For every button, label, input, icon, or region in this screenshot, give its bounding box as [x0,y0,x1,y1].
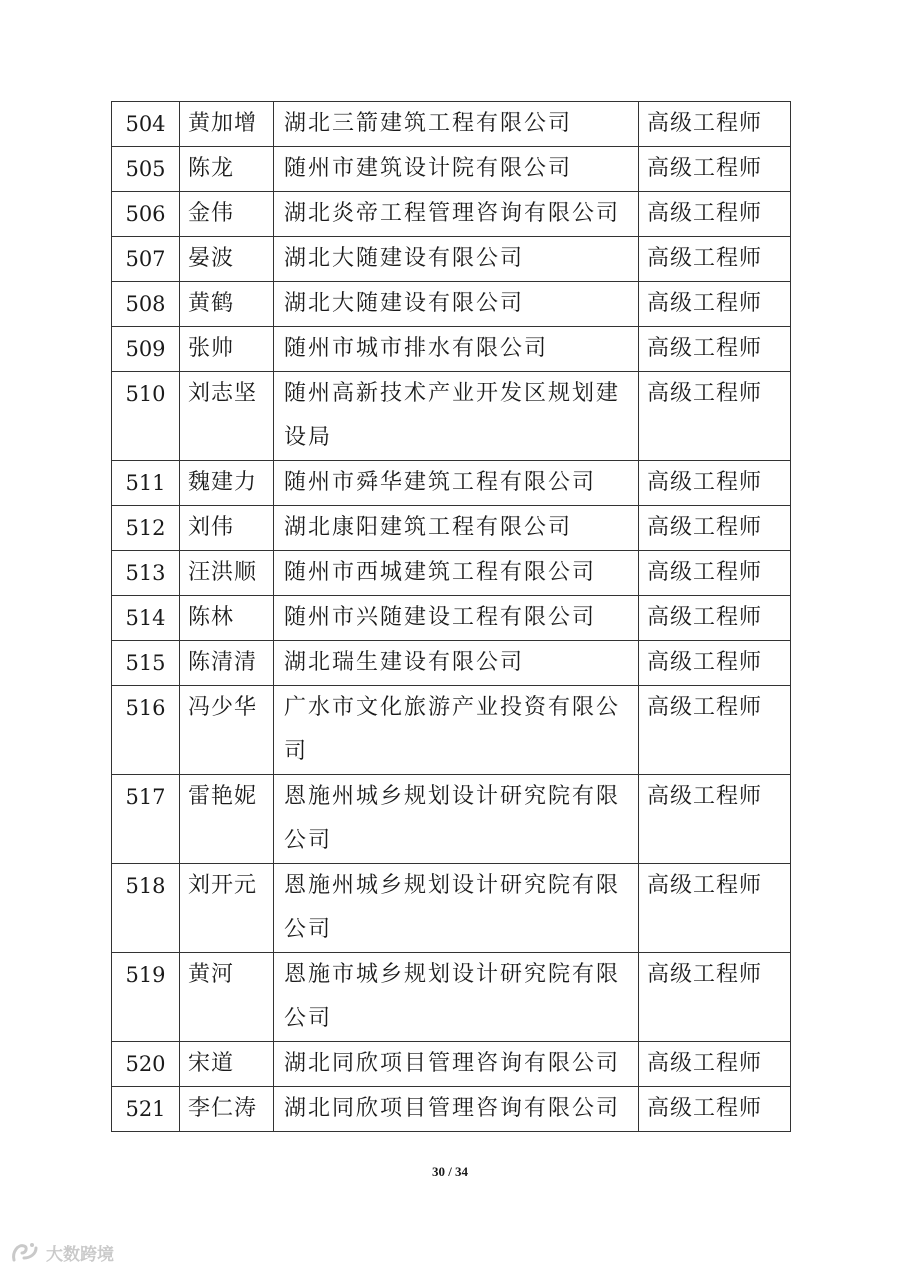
row-number: 506 [112,192,180,237]
row-number: 505 [112,147,180,192]
table-row [112,1042,791,1087]
employer-name: 湖北同欣项目管理咨询有限公司 [274,1042,639,1087]
table-row [112,596,791,641]
table-row [112,551,791,596]
person-name: 李仁涛 [180,1087,274,1132]
employer-name: 广水市文化旅游产业投资有限公司 [274,686,639,775]
professional-title: 高级工程师 [639,102,791,147]
employer-name: 湖北康阳建筑工程有限公司 [274,506,639,551]
watermark-text: 大数跨境 [46,1244,114,1265]
row-number: 518 [112,864,180,953]
person-name: 宋道 [180,1042,274,1087]
professional-title: 高级工程师 [639,192,791,237]
professional-title: 高级工程师 [639,1087,791,1132]
employer-name: 随州市舜华建筑工程有限公司 [274,461,639,506]
professional-title: 高级工程师 [639,953,791,1042]
professional-title: 高级工程师 [639,282,791,327]
person-name: 刘志坚 [180,372,274,461]
person-name: 金伟 [180,192,274,237]
table-row [112,237,791,282]
person-name: 汪洪顺 [180,551,274,596]
table-row [112,953,791,1042]
person-name: 陈龙 [180,147,274,192]
professional-title: 高级工程师 [639,372,791,461]
person-name: 魏建力 [180,461,274,506]
person-name: 黄加增 [180,102,274,147]
professional-title: 高级工程师 [639,686,791,775]
professional-title: 高级工程师 [639,641,791,686]
employer-name: 恩施州城乡规划设计研究院有限公司 [274,775,639,864]
roster-table-body [112,102,791,1132]
row-number: 511 [112,461,180,506]
table-row [112,102,791,147]
table-row [112,864,791,953]
person-name: 张帅 [180,327,274,372]
professional-title: 高级工程师 [639,551,791,596]
employer-name: 恩施州城乡规划设计研究院有限公司 [274,864,639,953]
table-row [112,1087,791,1132]
person-name: 晏波 [180,237,274,282]
row-number: 510 [112,372,180,461]
person-name: 黄鹤 [180,282,274,327]
employer-name: 随州市西城建筑工程有限公司 [274,551,639,596]
professional-title: 高级工程师 [639,506,791,551]
person-name: 陈清清 [180,641,274,686]
employer-name: 湖北瑞生建设有限公司 [274,641,639,686]
person-name: 雷艳妮 [180,775,274,864]
professional-title: 高级工程师 [639,237,791,282]
employer-name: 随州市兴随建设工程有限公司 [274,596,639,641]
employer-name: 湖北同欣项目管理咨询有限公司 [274,1087,639,1132]
person-name: 刘开元 [180,864,274,953]
row-number: 504 [112,102,180,147]
row-number: 513 [112,551,180,596]
row-number: 514 [112,596,180,641]
person-name: 冯少华 [180,686,274,775]
table-row [112,192,791,237]
employer-name: 随州市城市排水有限公司 [274,327,639,372]
row-number: 516 [112,686,180,775]
page-number: 30 / 34 [431,1164,469,1179]
employer-name: 湖北大随建设有限公司 [274,282,639,327]
row-number: 519 [112,953,180,1042]
person-name: 黄河 [180,953,274,1042]
professional-title: 高级工程师 [639,327,791,372]
row-number: 521 [112,1087,180,1132]
watermark [10,1239,114,1265]
row-number: 512 [112,506,180,551]
employer-name: 随州市建筑设计院有限公司 [274,147,639,192]
table-row [112,372,791,461]
table-row [112,327,791,372]
employer-name: 随州高新技术产业开发区规划建设局 [274,372,639,461]
row-number: 507 [112,237,180,282]
employer-name: 湖北三箭建筑工程有限公司 [274,102,639,147]
row-number: 508 [112,282,180,327]
person-name: 陈林 [180,596,274,641]
table-row [112,641,791,686]
professional-title: 高级工程师 [639,461,791,506]
professional-title: 高级工程师 [639,147,791,192]
employer-name: 湖北炎帝工程管理咨询有限公司 [274,192,639,237]
row-number: 517 [112,775,180,864]
professional-title: 高级工程师 [639,1042,791,1087]
table-row [112,686,791,775]
row-number: 515 [112,641,180,686]
person-name: 刘伟 [180,506,274,551]
professional-title: 高级工程师 [639,596,791,641]
table-row [112,147,791,192]
professional-title: 高级工程师 [639,864,791,953]
professional-title: 高级工程师 [639,775,791,864]
roster-table [111,101,791,1132]
table-row [112,282,791,327]
employer-name: 恩施市城乡规划设计研究院有限公司 [274,953,639,1042]
table-row [112,461,791,506]
row-number: 520 [112,1042,180,1087]
table-row [112,775,791,864]
table-row [112,506,791,551]
employer-name: 湖北大随建设有限公司 [274,237,639,282]
row-number: 509 [112,327,180,372]
brand-logo-icon [10,1240,40,1264]
